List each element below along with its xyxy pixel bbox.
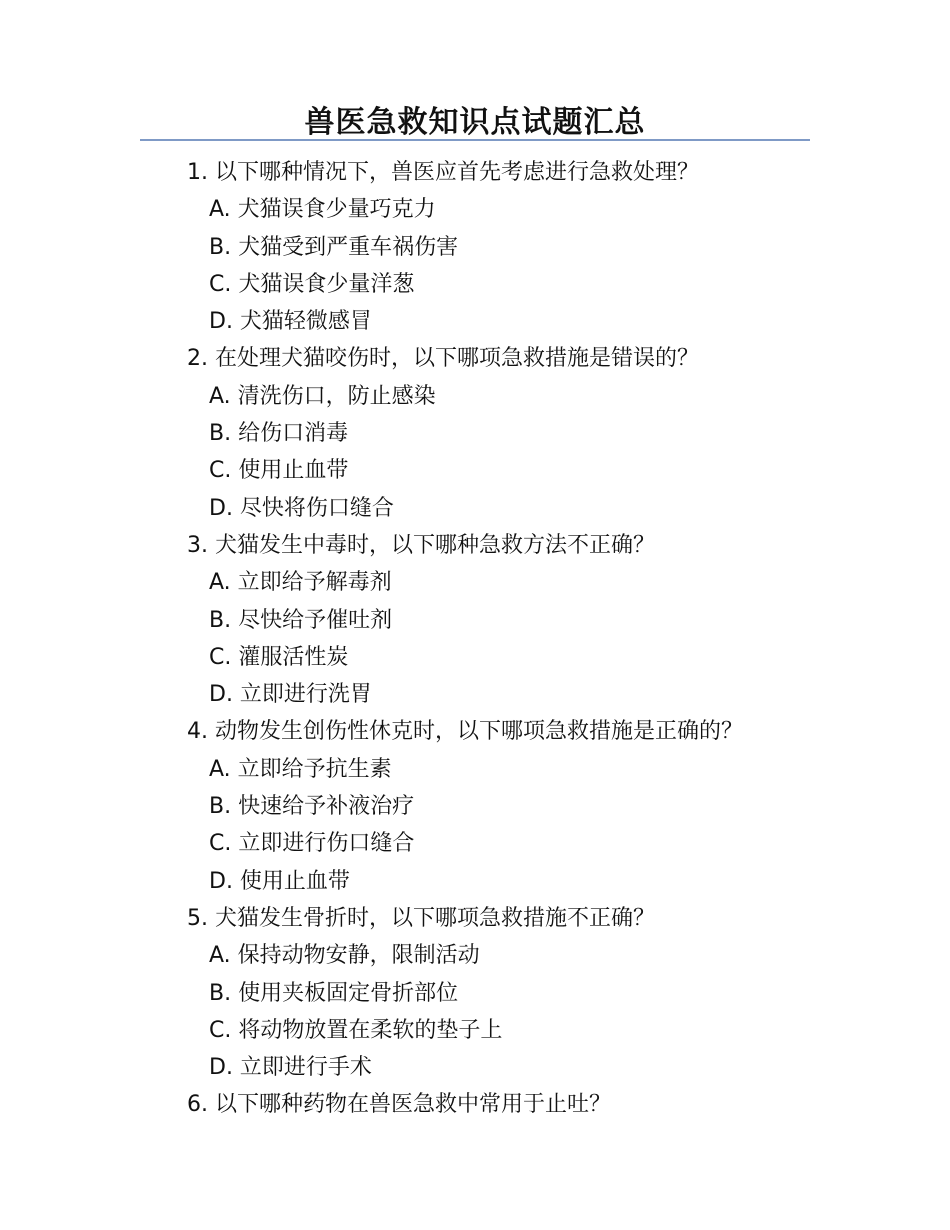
title-underline xyxy=(140,139,810,141)
page-title: 兽医急救知识点试题汇总 xyxy=(304,105,646,140)
question-item xyxy=(187,1086,887,1123)
question-option: D. 尽快将伤口缝合 xyxy=(209,495,394,521)
question-option: D. 立即进行洗胃 xyxy=(209,682,372,708)
question-item xyxy=(187,713,887,899)
question-stem: 6. 以下哪种药物在兽医急救中常用于止吐？ xyxy=(187,1092,611,1118)
question-option: D. 使用止血带 xyxy=(209,868,350,894)
question-item xyxy=(187,154,887,340)
question-option: A. 犬猫误食少量巧克力 xyxy=(209,197,436,223)
question-list xyxy=(187,154,887,1124)
question-stem: 5. 犬猫发生骨折时，以下哪项急救措施不正确？ xyxy=(187,905,655,931)
question-option: C. 使用止血带 xyxy=(209,458,349,484)
question-option: A. 清洗伤口，防止感染 xyxy=(209,383,436,409)
question-option: C. 灌服活性炭 xyxy=(209,644,349,670)
question-option: C. 将动物放置在柔软的垫子上 xyxy=(209,1017,503,1043)
question-option: D. 犬猫轻微感冒 xyxy=(209,309,372,335)
question-option: B. 使用夹板固定骨折部位 xyxy=(209,980,459,1006)
question-item xyxy=(187,900,887,1086)
question-option: C. 立即进行伤口缝合 xyxy=(209,831,415,857)
question-option: B. 快速给予补液治疗 xyxy=(209,794,415,820)
question-option: B. 犬猫受到严重车祸伤害 xyxy=(209,234,459,260)
question-option: B. 尽快给予催吐剂 xyxy=(209,607,393,633)
question-option: A. 立即给予解毒剂 xyxy=(209,570,392,596)
question-item xyxy=(187,340,887,526)
question-option: D. 立即进行手术 xyxy=(209,1055,372,1081)
question-stem: 3. 犬猫发生中毒时，以下哪种急救方法不正确？ xyxy=(187,532,655,558)
question-option: A. 立即给予抗生素 xyxy=(209,756,392,782)
question-option: C. 犬猫误食少量洋葱 xyxy=(209,271,415,297)
question-stem: 2. 在处理犬猫咬伤时，以下哪项急救措施是错误的？ xyxy=(187,346,699,372)
question-item xyxy=(187,527,887,713)
question-stem: 4. 动物发生创伤性休克时，以下哪项急救措施是正确的？ xyxy=(187,719,743,745)
question-option: B. 给伤口消毒 xyxy=(209,421,349,447)
question-stem: 1. 以下哪种情况下，兽医应首先考虑进行急救处理？ xyxy=(187,160,699,185)
question-option: A. 保持动物安静，限制活动 xyxy=(209,943,480,969)
